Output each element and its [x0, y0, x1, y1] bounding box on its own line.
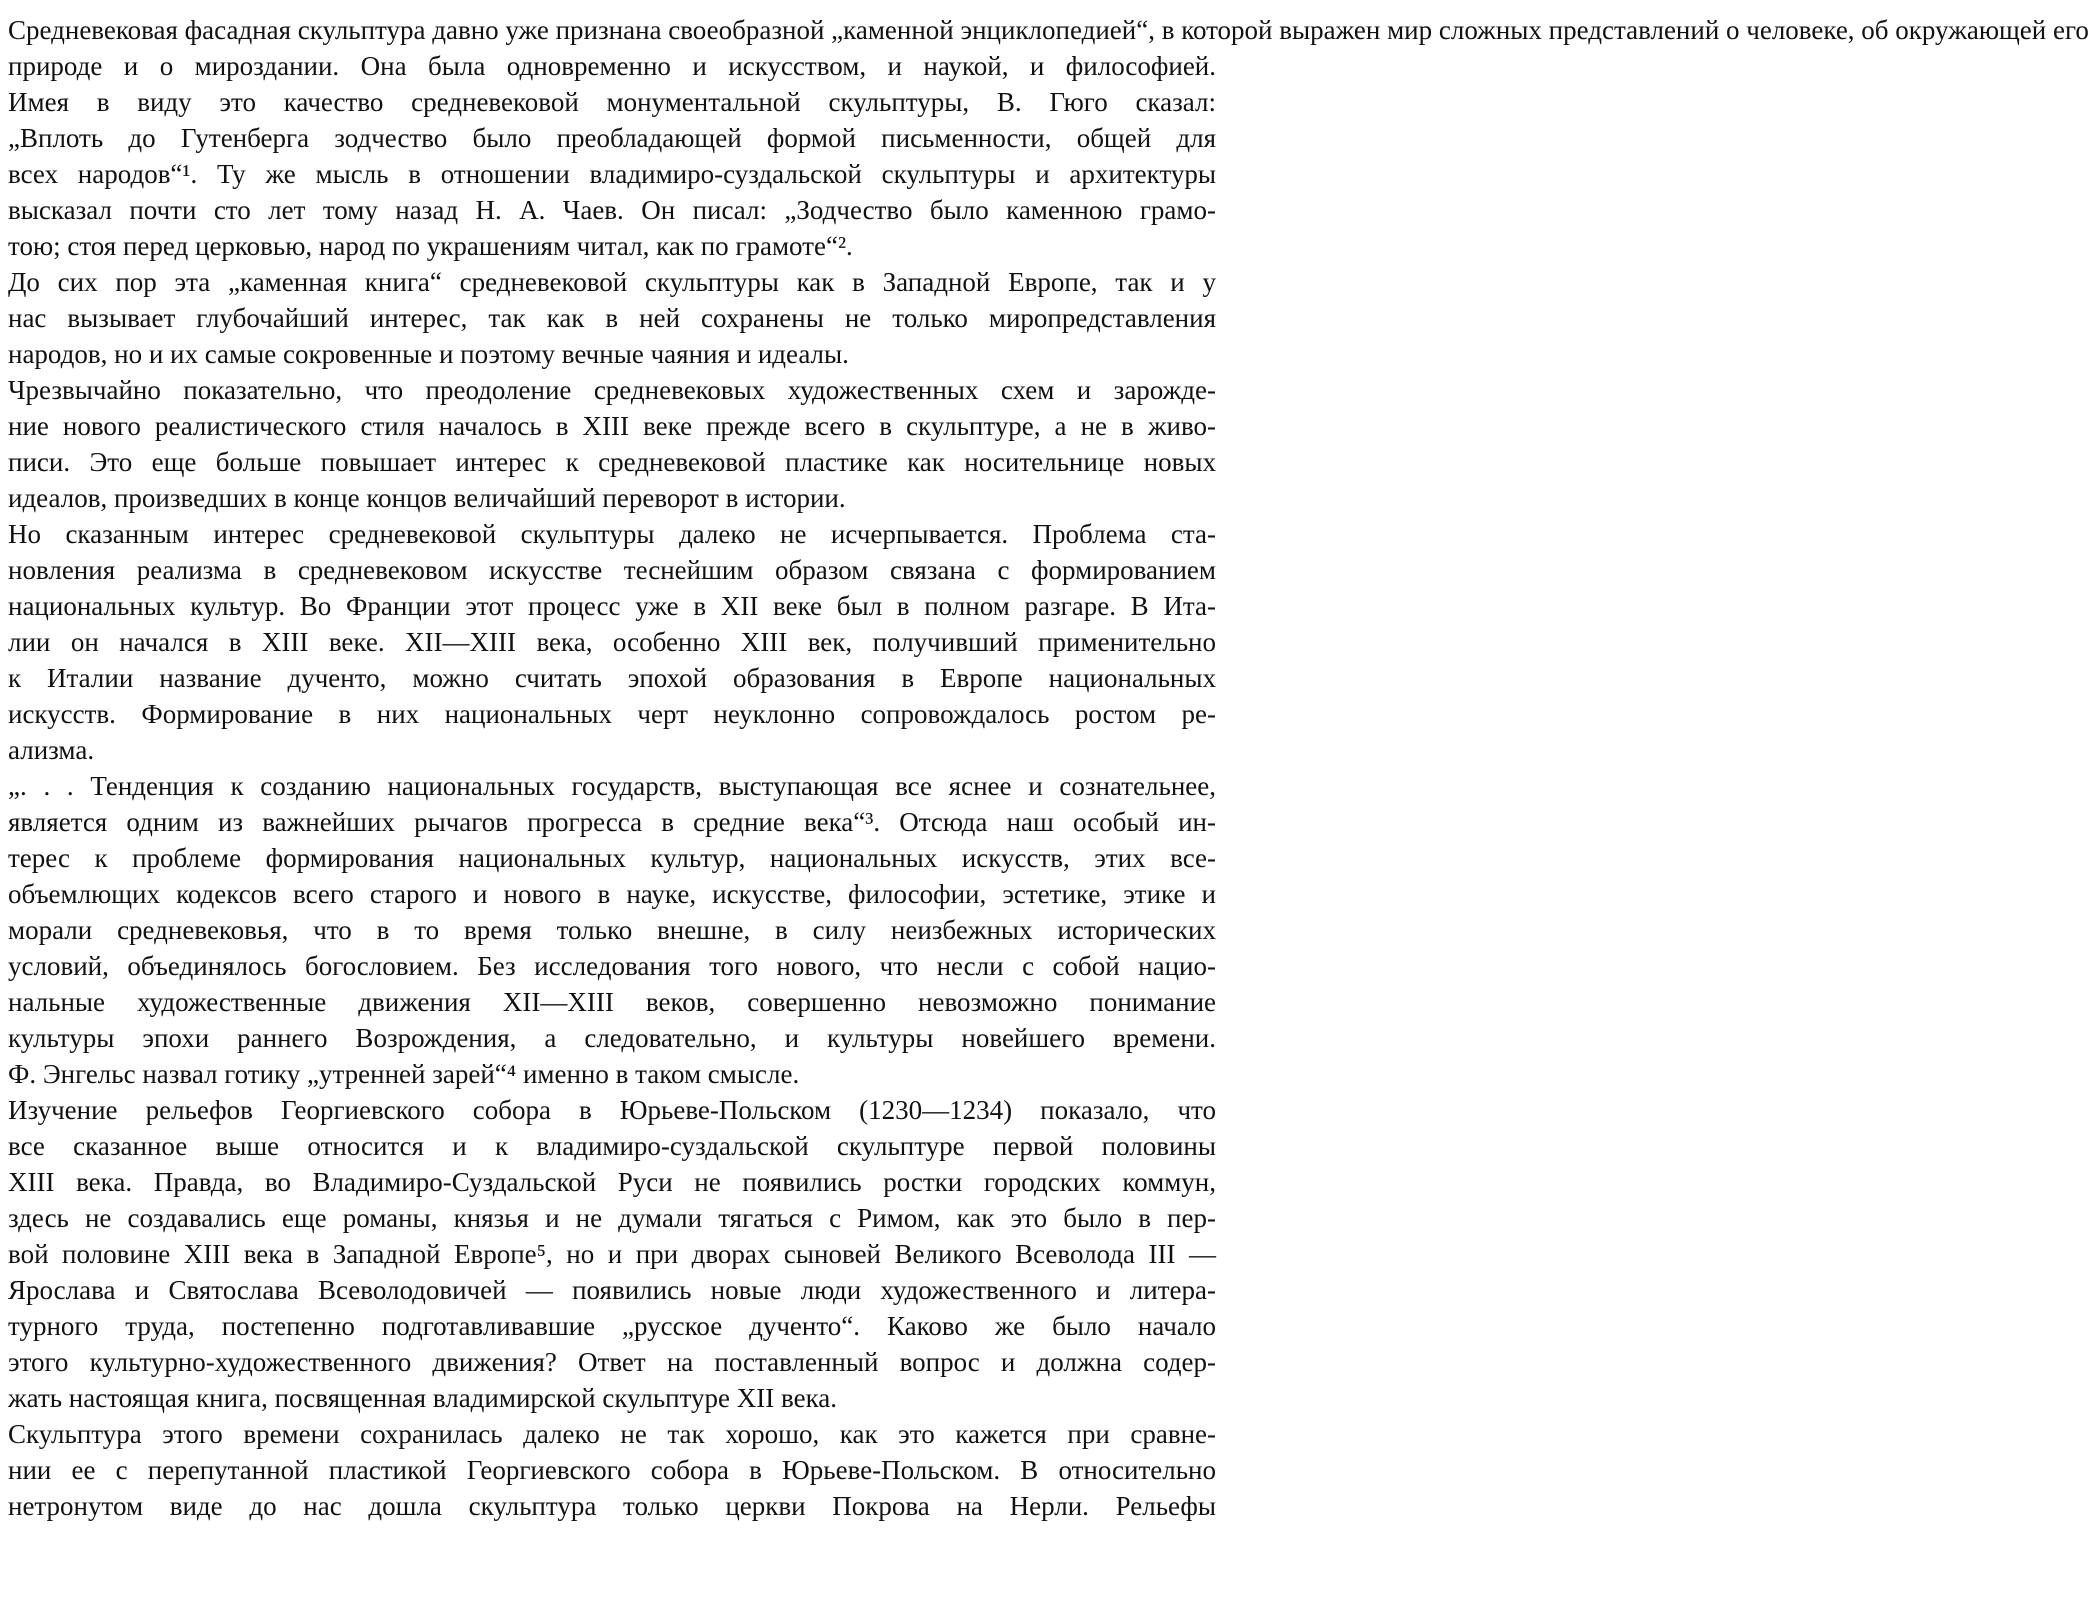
text-line: нальные художественные движения XII—XIII веков, совершенно невозможно понимание [8, 987, 1216, 1017]
text-line: лии он начался в XIII веке. XII—XIII века, особенно XIII век, получивший применительно [8, 627, 1216, 657]
text-line: Чрезвычайно показательно, что преодоление средневековых художественных схем и зарожде- [8, 375, 1216, 405]
paragraph-7 [8, 1416, 1216, 1524]
text-line: нетронутом виде до нас дошла скульптура только церкви Покрова на Нерли. Рельефы [8, 1491, 1216, 1521]
text-line: тою; стоя перед церковью, народ по украшениям читал, как по грамоте“². [8, 231, 853, 261]
text-line: Ф. Энгельс назвал готику „утренней зарей“⁴ именно в таком смысле. [8, 1059, 800, 1089]
text-line: морали средневековья, что в то время только внешне, в силу неизбежных исторических [8, 915, 1216, 945]
text-line: искусств. Формирование в них национальных черт неуклонно сопровождалось ростом ре- [8, 699, 1216, 729]
text-line: нии ее с перепутанной пластикой Георгиевского собора в Юрьеве-Польском. В относительно [8, 1455, 1216, 1485]
text-line: ализма. [8, 735, 95, 765]
text-line: высказал почти сто лет тому назад Н. А. Чаев. Он писал: „Зодчество было каменною грамо- [8, 195, 1216, 225]
text-line: Но сказанным интерес средневековой скульптуры далеко не исчерпывается. Проблема ста- [8, 519, 1216, 549]
text-line: ние нового реалистического стиля началось в XIII веке прежде всего в скульптуре, а не в живо- [8, 411, 1216, 441]
text-line: к Италии название дученто, можно считать эпохой образования в Европе национальных [8, 663, 1216, 693]
text-line: природе и о мироздании. Она была одновременно и искусством, и наукой, и философией. [8, 51, 1216, 81]
text-line: Изучение рельефов Георгиевского собора в Юрьеве-Польском (1230—1234) показало, что [8, 1095, 1216, 1125]
paragraph-1 [8, 12, 2089, 264]
text-line: терес к проблеме формирования национальных культур, национальных искусств, этих все- [8, 843, 1216, 873]
text-line: Ярослава и Святослава Всеволодовичей — появились новые люди художественного и литера- [8, 1275, 1216, 1305]
text-line: вой половине XIII века в Западной Европе⁵, но и при дворах сыновей Великого Всеволода III — [8, 1239, 1216, 1269]
text-line: идеалов, произведших в конце концов величайший переворот в истории. [8, 483, 846, 513]
text-line: нас вызывает глубочайший интерес, так как в ней сохранены не только миропредставления [8, 303, 1216, 333]
text-line: является одним из важнейших рычагов прогресса в средние века“³. Отсюда наш особый ин- [8, 807, 1216, 837]
document-page [8, 12, 2089, 1524]
text-line: Средневековая фасадная скульптура давно уже признана своеобразной „каменной энциклопедией“, в которой выражен мир сложных представлений о человеке, об окружающей его [8, 15, 2089, 45]
text-line: этого культурно-художественного движения? Ответ на поставленный вопрос и должна содер- [8, 1347, 1216, 1377]
text-line: турного труда, постепенно подготавливавшие „русское дученто“. Каково же было начало [8, 1311, 1216, 1341]
text-line: всех народов“¹. Ту же мысль в отношении владимиро-суздальской скульптуры и архитектуры [8, 159, 1216, 189]
text-line: До сих пор эта „каменная книга“ средневековой скульптуры как в Западной Европе, так и у [8, 267, 1216, 297]
paragraph-3 [8, 372, 1216, 516]
text-line: „Вплоть до Гутенберга зодчество было преобладающей формой письменности, общей для [8, 123, 1216, 153]
text-line: национальных культур. Во Франции этот процесс уже в XII веке был в полном разгаре. В Ита- [8, 591, 1216, 621]
text-line: жать настоящая книга, посвященная владимирской скульптуре XII века. [8, 1383, 838, 1413]
text-line: культуры эпохи раннего Возрождения, а следовательно, и культуры новейшего времени. [8, 1023, 1216, 1053]
text-line: „. . . Тенденция к созданию национальных государств, выступающая все яснее и сознательнее, [8, 771, 1216, 801]
text-line: народов, но и их самые сокровенные и поэтому вечные чаяния и идеалы. [8, 339, 849, 369]
paragraph-6 [8, 1092, 1216, 1416]
paragraph-4 [8, 516, 1216, 768]
text-line: объемлющих кодексов всего старого и нового в науке, искусстве, философии, эстетике, этике и [8, 879, 1216, 909]
text-line: новления реализма в средневековом искусстве теснейшим образом связана с формированием [8, 555, 1216, 585]
text-line: условий, объединялось богословием. Без исследования того нового, что несли с собой нацио- [8, 951, 1216, 981]
text-line: Скульптура этого времени сохранилась далеко не так хорошо, как это кажется при сравне- [8, 1419, 1216, 1449]
text-line: Имея в виду это качество средневековой монументальной скульптуры, В. Гюго сказал: [8, 87, 1216, 117]
paragraph-5 [8, 768, 1216, 1092]
text-line: все сказанное выше относится и к владимиро-суздальской скульптуре первой половины [8, 1131, 1216, 1161]
text-line: здесь не создавались еще романы, князья и не думали тягаться с Римом, как это было в пер- [8, 1203, 1216, 1233]
paragraph-2 [8, 264, 1216, 372]
text-line: писи. Это еще больше повышает интерес к средневековой пластике как носительнице новых [8, 447, 1216, 477]
text-line: XIII века. Правда, во Владимиро-Суздальской Руси не появились ростки городских коммун, [8, 1167, 1216, 1197]
